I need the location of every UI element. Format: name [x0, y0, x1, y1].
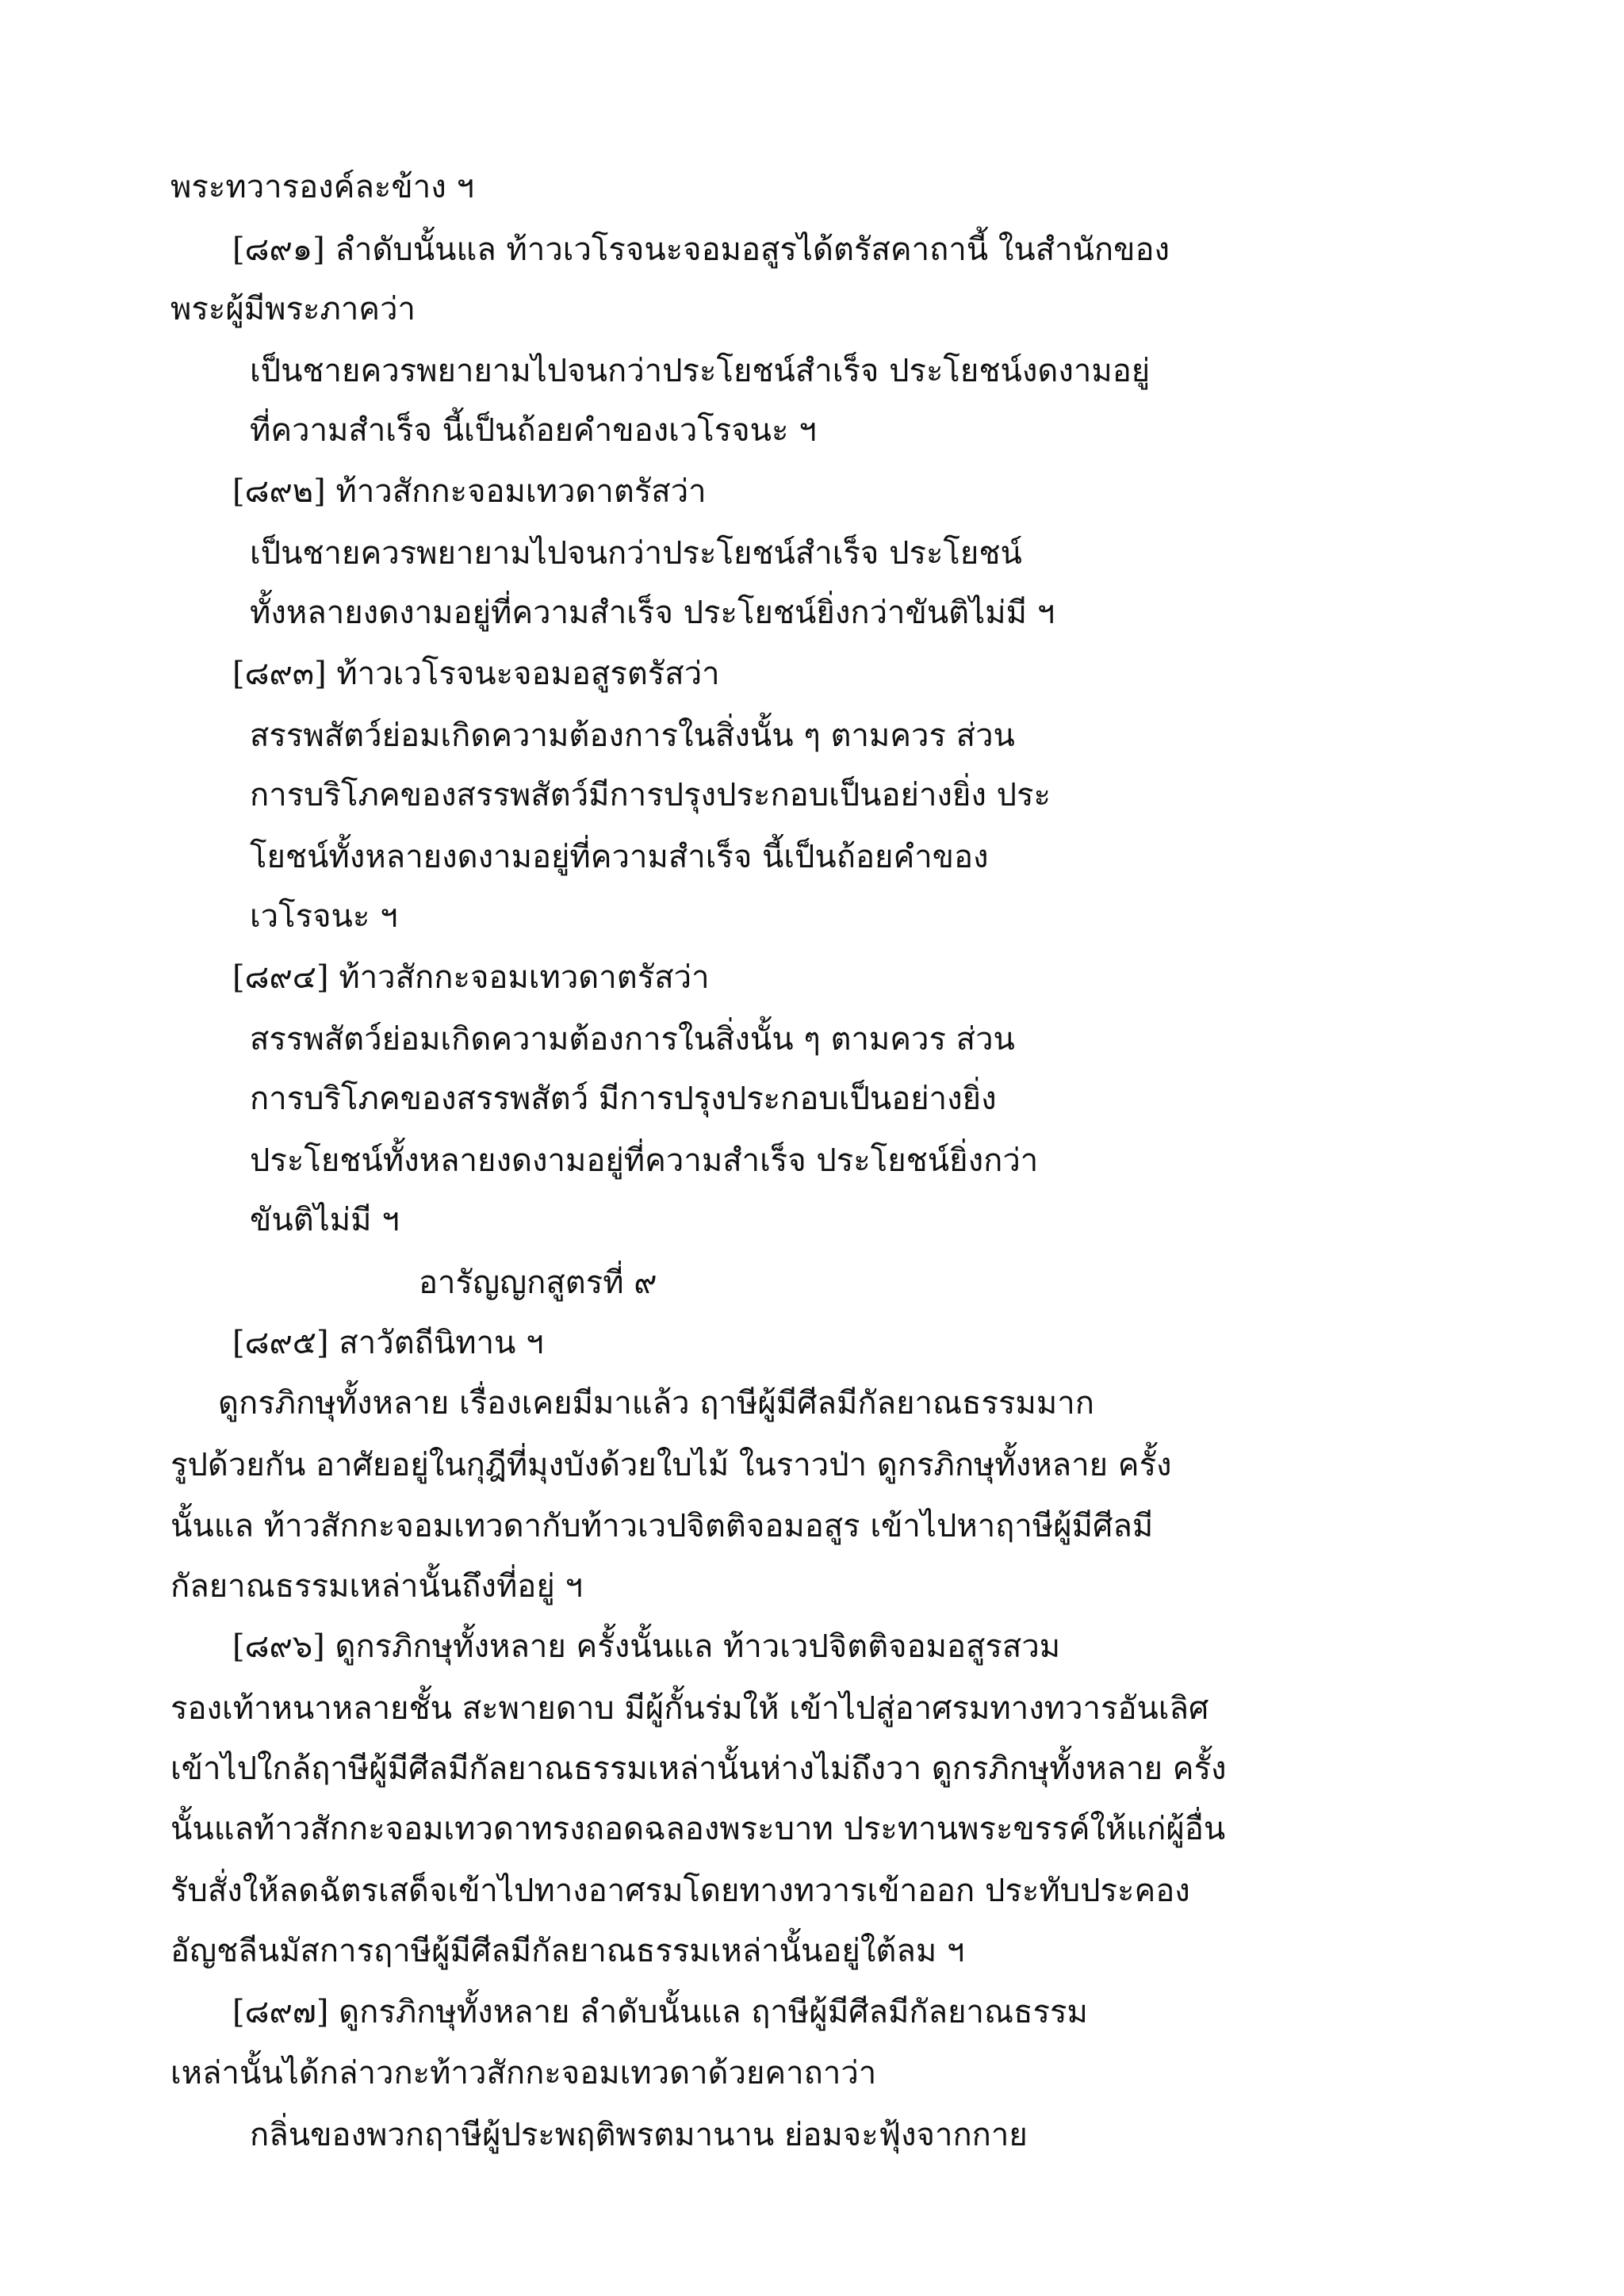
verse-line: ประโยชน์ทั้งหลายงดงามอยู่ที่ความสำเร็จ ประโยชน์ยิ่งกว่า [250, 1142, 1039, 1179]
text-line: พระผู้มีพระภาคว่า [170, 291, 416, 327]
verse-heading: [๘๙๕] สาวัตถีนิทาน ฯ [232, 1325, 544, 1361]
verse-heading: [๘๙๗] ดูกรภิกษุทั้งหลาย ลำดับนั้นแล ฤาษีผู้มีศีลมีกัลยาณธรรม [232, 1994, 1088, 2030]
verse-line: ทั้งหลายงดงามอยู่ที่ความสำเร็จ ประโยชน์ยิ่งกว่าขันติไม่มี ฯ [250, 595, 1055, 631]
text-line: ดูกรภิกษุทั้งหลาย เรื่องเคยมีมาแล้ว ฤาษีผู้มีศีลมีกัลยาณธรรมมาก [218, 1385, 1094, 1422]
verse-heading: [๘๙๒] ท้าวสักกะจอมเทวดาตรัสว่า [232, 473, 707, 510]
verse-line: เป็นชายควรพยายามไปจนกว่าประโยชน์สำเร็จ ประโยชน์ [250, 535, 1022, 572]
verse-line: เวโรจนะ ฯ [250, 898, 398, 935]
text-line: กัลยาณธรรมเหล่านั้นถึงที่อยู่ ฯ [170, 1568, 583, 1605]
verse-line: สรรพสัตว์ย่อมเกิดความต้องการในสิ่งนั้น ๆ ตามควร ส่วน [250, 1021, 1015, 1058]
verse-line: กลิ่นของพวกฤาษีผู้ประพฤติพรตมานาน ย่อมจะฟุ้งจากกาย [250, 2117, 1028, 2153]
verse-line: เป็นชายควรพยายามไปจนกว่าประโยชน์สำเร็จ ประโยชน์งดงามอยู่ [250, 353, 1151, 389]
verse-line: สรรพสัตว์ย่อมเกิดความต้องการในสิ่งนั้น ๆ ตามควร ส่วน [250, 718, 1015, 754]
verse-line: โยชน์ทั้งหลายงดงามอยู่ที่ความสำเร็จ นี้เป็นถ้อยคำของ [250, 839, 989, 875]
text-line: รองเท้าหนาหลายชั้น สะพายดาบ มีผู้กั้นร่มให้ เข้าไปสู่อาศรมทางทวารอันเลิศ [170, 1690, 1209, 1727]
verse-heading: [๘๙๑] ลำดับนั้นแล ท้าวเวโรจนะจอมอสูรได้ตรัสคาถานี้ ในสำนักของ [232, 232, 1170, 268]
text-line: รับสั่งให้ลดฉัตรเสด็จเข้าไปทางอาศรมโดยทางทวารเข้าออก ประทับประคอง [170, 1873, 1190, 1909]
text-line: นั้นแล ท้าวสักกะจอมเทวดากับท้าวเวปจิตติจอมอสูร เข้าไปหาฤาษีผู้มีศีลมี [170, 1508, 1154, 1544]
verse-heading: [๘๙๔] ท้าวสักกะจอมเทวดาตรัสว่า [232, 959, 710, 996]
verse-heading: [๘๙๓] ท้าวเวโรจนะจอมอสูรตรัสว่า [232, 656, 720, 692]
text-line: พระทวารองค์ละข้าง ฯ [170, 169, 474, 205]
text-line: เข้าไปใกล้ฤาษีผู้มีศีลมีกัลยาณธรรมเหล่านั้นห่างไม่ถึงวา ดูกรภิกษุทั้งหลาย ครั้ง [170, 1751, 1227, 1787]
verse-line: การบริโภคของสรรพสัตว์ มีการปรุงประกอบเป็นอย่างยิ่ง [250, 1081, 997, 1117]
verse-line: การบริโภคของสรรพสัตว์มีการปรุงประกอบเป็นอย่างยิ่ง ประ [250, 777, 1051, 813]
text-line: อัญชลีนมัสการฤาษีผู้มีศีลมีกัลยาณธรรมเหล่านั้นอยู่ใต้ลม ฯ [170, 1933, 965, 1969]
verse-line: ขันติไม่มี ฯ [250, 1202, 400, 1238]
text-line: นั้นแลท้าวสักกะจอมเทวดาทรงถอดฉลองพระบาท ประทานพระขรรค์ให้แก่ผู้อื่น [170, 1811, 1226, 1847]
sutta-title: อารัญญกสูตรที่ ๙ [419, 1265, 657, 1301]
verse-heading: [๘๙๖] ดูกรภิกษุทั้งหลาย ครั้งนั้นแล ท้าวเวปจิตติจอมอสูรสวม [232, 1628, 1061, 1665]
text-line: เหล่านั้นได้กล่าวกะท้าวสักกะจอมเทวดาด้วยคาถาว่า [170, 2055, 877, 2091]
text-line: รูปด้วยกัน อาศัยอยู่ในกุฎีที่มุงบังด้วยใบไม้ ในราวป่า ดูกรภิกษุทั้งหลาย ครั้ง [170, 1447, 1172, 1483]
verse-line: ที่ความสำเร็จ นี้เป็นถ้อยคำของเวโรจนะ ฯ [250, 412, 817, 449]
